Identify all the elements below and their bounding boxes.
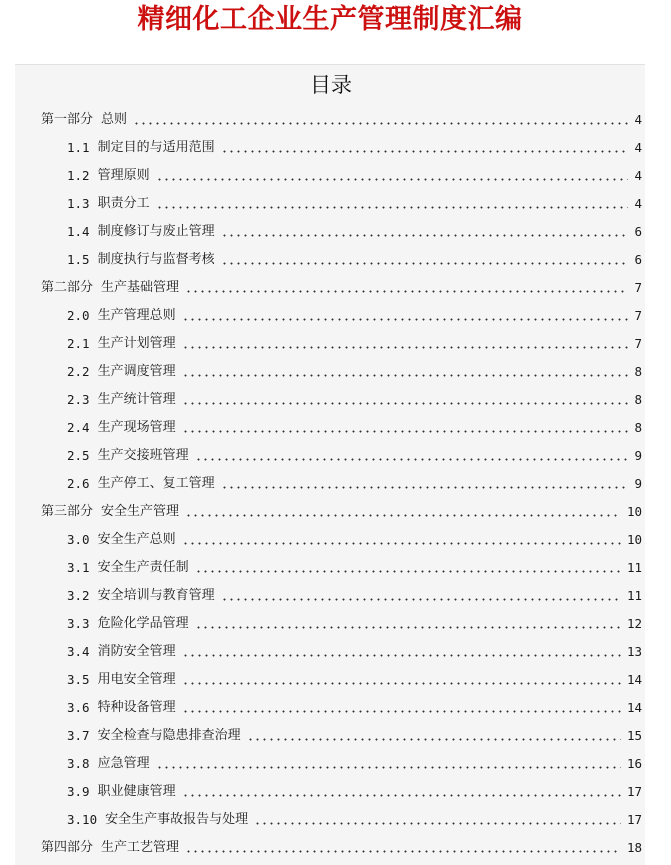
dot-leader: [182, 374, 629, 377]
dot-leader: [182, 794, 621, 797]
toc-section-entry[interactable]: [15, 159, 645, 187]
toc-section-entry[interactable]: [15, 411, 645, 439]
toc-page-number: 17: [626, 812, 642, 827]
toc-entry-title: 安全生产责任制: [97, 560, 189, 575]
toc-section-entry[interactable]: [15, 803, 645, 831]
toc-entry-number: 3.9: [67, 784, 90, 799]
toc-section-entry[interactable]: [15, 467, 645, 495]
toc-page: [15, 64, 645, 865]
toc-page-number: 4: [634, 196, 642, 211]
toc-entry-number: 2.5: [67, 448, 90, 463]
dot-leader: [185, 290, 628, 293]
toc-entry-number: 第一部分: [41, 112, 94, 127]
dot-leader: [156, 206, 629, 209]
toc-entry-number: 第四部分: [41, 840, 94, 855]
toc-section-entry[interactable]: [15, 383, 645, 411]
toc-entry-number: 2.1: [67, 336, 90, 351]
toc-page-number: 7: [634, 308, 642, 323]
dot-leader: [182, 318, 629, 321]
toc-page-number: 15: [626, 728, 642, 743]
toc-entry-number: 3.7: [67, 728, 90, 743]
dot-leader: [182, 346, 629, 349]
toc-entry-number: 3.4: [67, 644, 90, 659]
toc-page-number: 17: [626, 784, 642, 799]
toc-entry-number: 2.6: [67, 476, 90, 491]
toc-page-number: 13: [626, 644, 642, 659]
toc-entry-title: 制度执行与监督考核: [97, 252, 215, 267]
toc-section-entry[interactable]: [15, 355, 645, 383]
toc-entry-title: 应急管理: [97, 756, 150, 771]
toc-entry-number: 1.5: [67, 252, 90, 267]
toc-entry-title: 职责分工: [97, 196, 150, 211]
toc-section-entry[interactable]: [15, 579, 645, 607]
toc-section-entry[interactable]: [15, 719, 645, 747]
toc-page-number: 8: [634, 420, 642, 435]
document-title: 精细化工企业生产管理制度汇编: [137, 4, 523, 35]
toc-part-entry[interactable]: [15, 103, 645, 131]
dot-leader: [133, 122, 628, 125]
toc-page-number: 7: [634, 336, 642, 351]
toc-entry-title: 危险化学品管理: [97, 616, 189, 631]
toc-section-entry[interactable]: [15, 691, 645, 719]
toc-entry-title: 生产统计管理: [97, 392, 176, 407]
toc-page-number: 18: [626, 840, 642, 855]
toc-page-number: 8: [634, 364, 642, 379]
toc-entry-number: 第二部分: [41, 280, 94, 295]
dot-leader: [195, 458, 629, 461]
toc-entry-number: 1.1: [67, 140, 90, 155]
toc-entry-title: 用电安全管理: [97, 672, 176, 687]
toc-entry-title: 管理原则: [97, 168, 150, 183]
dot-leader: [185, 514, 621, 517]
toc-entry-title: 安全生产总则: [97, 532, 176, 547]
toc-entry-number: 3.2: [67, 588, 90, 603]
toc-section-entry[interactable]: [15, 551, 645, 579]
toc-entry-number: 2.3: [67, 392, 90, 407]
toc-page-number: 16: [626, 756, 642, 771]
dot-leader: [156, 178, 629, 181]
toc-page-number: 8: [634, 392, 642, 407]
dot-leader: [156, 766, 621, 769]
toc-section-entry[interactable]: [15, 663, 645, 691]
toc-page-number: 6: [634, 252, 642, 267]
toc-entry-title: 生产基础管理: [101, 280, 180, 295]
toc-entry-title: 制定目的与适用范围: [97, 140, 215, 155]
dot-leader: [182, 682, 621, 685]
dot-leader: [221, 486, 629, 489]
toc-section-entry[interactable]: [15, 131, 645, 159]
toc-page-number: 7: [634, 280, 642, 295]
dot-leader: [182, 542, 621, 545]
dot-leader: [195, 570, 621, 573]
toc-section-entry[interactable]: [15, 299, 645, 327]
toc-section-entry[interactable]: [15, 775, 645, 803]
dot-leader: [221, 234, 629, 237]
dot-leader: [221, 262, 629, 265]
toc-entry-number: 3.8: [67, 756, 90, 771]
toc-entry-number: 1.3: [67, 196, 90, 211]
toc-page-number: 9: [634, 448, 642, 463]
toc-entry-title: 生产调度管理: [97, 364, 176, 379]
toc-page-number: 10: [626, 532, 642, 547]
toc-section-entry[interactable]: [15, 607, 645, 635]
toc-entry-title: 生产现场管理: [97, 420, 176, 435]
toc-page-number: 14: [626, 700, 642, 715]
toc-page-number: 4: [634, 140, 642, 155]
toc-page-number: 10: [626, 504, 642, 519]
toc-entry-number: 3.3: [67, 616, 90, 631]
toc-page-number: 11: [626, 588, 642, 603]
toc-part-entry[interactable]: [15, 495, 645, 523]
toc-page-number: 12: [626, 616, 642, 631]
toc-entry-title: 生产工艺管理: [101, 840, 180, 855]
toc-entry-title: 职业健康管理: [97, 784, 176, 799]
toc-entry-number: 3.1: [67, 560, 90, 575]
toc-section-entry[interactable]: [15, 187, 645, 215]
toc-entry-title: 安全培训与教育管理: [97, 588, 215, 603]
toc-section-entry[interactable]: [15, 215, 645, 243]
dot-leader: [221, 598, 621, 601]
dot-leader: [195, 626, 621, 629]
toc-entry-title: 生产交接班管理: [97, 448, 189, 463]
dot-leader: [247, 738, 621, 741]
toc-entry-title: 制度修订与废止管理: [97, 224, 215, 239]
toc-section-entry[interactable]: [15, 243, 645, 271]
toc-section-entry[interactable]: [15, 523, 645, 551]
toc-entry-title: 总则: [101, 112, 128, 127]
toc-entry-number: 3.10: [67, 812, 98, 827]
toc-entry-number: 2.0: [67, 308, 90, 323]
toc-entry-number: 1.4: [67, 224, 90, 239]
toc-section-entry[interactable]: [15, 439, 645, 467]
dot-leader: [182, 430, 629, 433]
toc-part-entry[interactable]: [15, 271, 645, 299]
toc-entry-number: 1.2: [67, 168, 90, 183]
toc-entry-number: 3.0: [67, 532, 90, 547]
toc-entry-title: 特种设备管理: [97, 700, 176, 715]
dot-leader: [182, 710, 621, 713]
toc-entry-title: 安全生产事故报告与处理: [105, 812, 249, 827]
toc-page-number: 14: [626, 672, 642, 687]
toc-section-entry[interactable]: [15, 635, 645, 663]
toc-section-entry[interactable]: [15, 747, 645, 775]
toc-entry-title: 安全生产管理: [101, 504, 180, 519]
toc-page-number: 4: [634, 168, 642, 183]
toc-heading: 目录: [310, 73, 352, 97]
dot-leader: [182, 654, 621, 657]
dot-leader: [182, 402, 629, 405]
dot-leader: [254, 822, 621, 825]
toc-entry-title: 安全检查与隐患排查治理: [97, 728, 241, 743]
toc-list: [15, 103, 645, 859]
toc-entry-number: 第三部分: [41, 504, 94, 519]
toc-part-entry[interactable]: [15, 831, 645, 859]
toc-page-number: 11: [626, 560, 642, 575]
toc-entry-title: 消防安全管理: [97, 644, 176, 659]
toc-page-number: 4: [634, 112, 642, 127]
toc-entry-title: 生产停工、复工管理: [97, 476, 215, 491]
toc-entry-number: 2.2: [67, 364, 90, 379]
toc-entry-number: 3.5: [67, 672, 90, 687]
toc-entry-number: 2.4: [67, 420, 90, 435]
toc-entry-title: 生产管理总则: [97, 308, 176, 323]
toc-entry-title: 生产计划管理: [97, 336, 176, 351]
dot-leader: [221, 150, 629, 153]
toc-page-number: 9: [634, 476, 642, 491]
toc-section-entry[interactable]: [15, 327, 645, 355]
toc-entry-number: 3.6: [67, 700, 90, 715]
toc-page-number: 6: [634, 224, 642, 239]
